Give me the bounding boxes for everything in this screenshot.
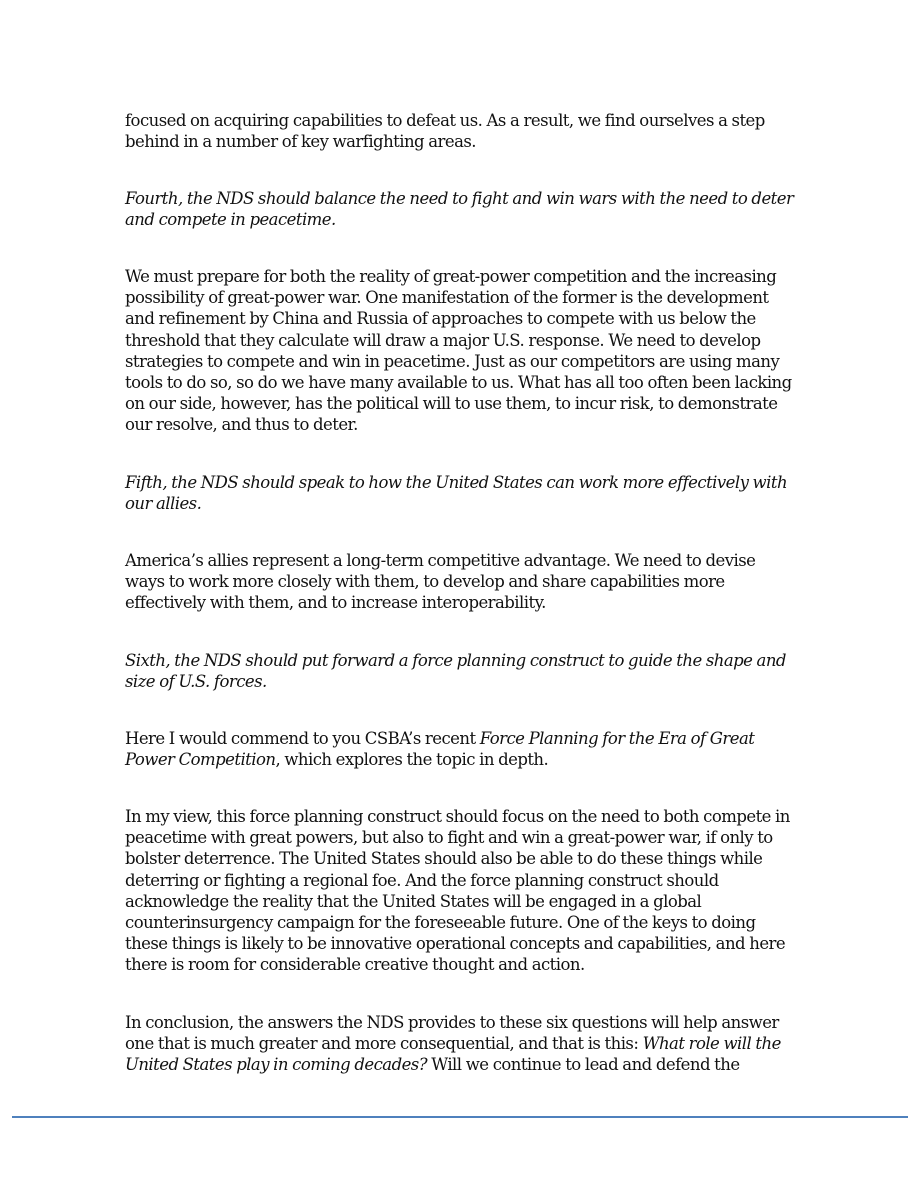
heading-fifth-point: [125, 472, 797, 514]
paragraph-conclusion: [125, 1012, 797, 1076]
paragraph-great-power-competition: [125, 266, 797, 436]
key-question: What role will the United States play in coming decades?: [125, 1034, 781, 1075]
paragraph-text: , which explores the topic in depth.: [275, 750, 549, 770]
publication-title: Force Planning for the Era of Great Power Competition: [125, 729, 755, 770]
paragraph-text: We must prepare for both the reality of great-power competition and the increasing possibility of great-power war. One manifestation of the former is the development and refinement by China and Russia of approaches to compete with us below the threshold that they calculate will draw a major U.S. response. We need to develop strategies to compete and win in peacetime. Just as our competitors are using many tools to do so, so do we have many available to us. What has all too often been lacking on our side, however, has the political will to use them, to incur risk, to demonstrate our resolve, and thus to deter.: [125, 267, 792, 435]
heading-fourth-point: [125, 188, 797, 230]
heading-sixth-point: [125, 650, 797, 692]
paragraph-capabilities-behind: [125, 110, 797, 152]
paragraph-csba-reference: [125, 728, 797, 770]
paragraph-text: focused on acquiring capabilities to defeat us. As a result, we find ourselves a step behind in a number of key warfighting areas.: [125, 111, 765, 152]
paragraph-text: America’s allies represent a long-term competitive advantage. We need to devise ways to work more closely with them, to develop and share capabilities more effectively with them, and to increase interoperability.: [125, 551, 756, 613]
paragraph-text: In conclusion, the answers the NDS provides to these six questions will help answer one that is much greater and more consequential, and that is this:: [125, 1013, 779, 1054]
paragraph-allies: [125, 550, 797, 614]
paragraph-text: Here I would commend to you CSBA’s recent: [125, 729, 480, 748]
paragraph-text: In my view, this force planning construct should focus on the need to both compete in peacetime with great powers, but also to fight and win a great-power war, if only to bolster deterrence. The United States should also be able to do these things while deterring or fighting a regional foe. And the force planning construct should acknowledge the reality that the United States will be engaged in a global counterinsurgency campaign for the foreseeable future. One of the keys to doing these things is likely to be innovative operational concepts and capabilities, and here there is room for considerable creative thought and action.: [125, 807, 790, 975]
paragraph-text: Will we continue to lead and defend the: [427, 1055, 740, 1075]
heading-text: Sixth, the NDS should put forward a force planning construct to guide the shape and size of U.S. forces.: [125, 651, 786, 692]
paragraph-force-planning-view: [125, 806, 797, 976]
heading-text: Fourth, the NDS should balance the need to fight and win wars with the need to deter and compete in peacetime.: [125, 189, 794, 230]
footer-divider: [12, 1116, 908, 1118]
heading-text: Fifth, the NDS should speak to how the United States can work more effectively with our allies.: [125, 473, 788, 514]
